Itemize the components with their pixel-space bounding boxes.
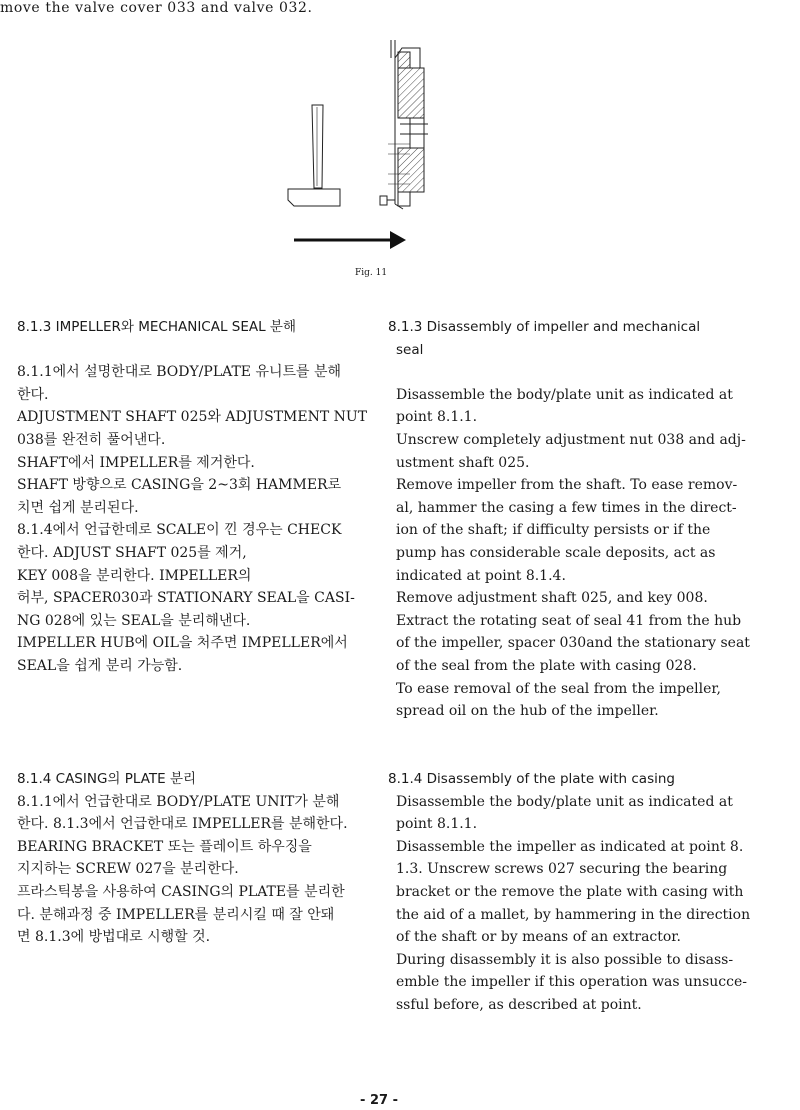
text-line: 지지하는 SCREW 027을 분리한다. xyxy=(17,861,239,878)
text-line: SHAFT 방향으로 CASING을 2~3회 HAMMER로 xyxy=(17,477,342,494)
text-line: IMPELLER HUB에 OIL을 처주면 IMPELLER에서 xyxy=(17,635,348,652)
section-heading: 8.1.3 IMPELLER와 MECHANICAL SEAL 분해 xyxy=(17,319,296,335)
text-line: spread oil on the hub of the impeller. xyxy=(396,703,659,720)
text-line: Remove impeller from the shaft. To ease remov- xyxy=(396,477,738,494)
section-heading-cont: seal xyxy=(396,341,424,358)
text-line: 038를 완전히 풀어낸다. xyxy=(17,431,166,448)
text-line: 허부, SPACER030과 STATIONARY SEAL을 CASI- xyxy=(17,590,355,607)
figure-caption: Fig. 11 xyxy=(355,268,388,278)
text-line: point 8.1.1. xyxy=(396,409,478,426)
section-heading: 8.1.3 Disassembly of impeller and mechanical xyxy=(388,319,701,335)
text-line: of the impeller, spacer 030and the stationary seat xyxy=(396,635,750,652)
text-line: 한다. 8.1.3에서 언급한대로 IMPELLER를 분해한다. xyxy=(17,816,348,833)
text-line: Unscrew completely adjustment nut 038 and adj- xyxy=(396,431,746,448)
text-line: ssful before, as described at point. xyxy=(396,996,642,1013)
text-line: 프라스틱봉을 사용하여 CASING의 PLATE를 분리한 xyxy=(17,883,345,900)
text-line: To ease removal of the seal from the impeller, xyxy=(396,680,721,697)
arrow-right-icon xyxy=(294,231,406,249)
text-line: 한다. xyxy=(17,386,49,403)
text-line: SHAFT에서 IMPELLER를 제거한다. xyxy=(17,454,255,471)
page-number: - 27 - xyxy=(360,1093,398,1108)
text-line: KEY 008을 분리한다. IMPELLER의 xyxy=(17,567,252,584)
section-8-1-4-english xyxy=(388,768,768,1017)
text-line: bracket or the remove the plate with casing with xyxy=(396,883,744,900)
section-8-1-4-korean xyxy=(17,768,377,949)
text-line: BEARING BRACKET 또는 플레이트 하우징을 xyxy=(17,838,312,855)
text-line: 한다. ADJUST SHAFT 025를 제거, xyxy=(17,544,247,561)
text-line: SEAL을 쉽게 분리 가능함. xyxy=(17,657,183,674)
text-line: Extract the rotating seat of seal 41 from the hub xyxy=(396,612,742,629)
text-line: of the seal from the plate with casing 028. xyxy=(396,657,697,674)
text-line: point 8.1.1. xyxy=(396,816,478,833)
text-line: ADJUSTMENT SHAFT 025와 ADJUSTMENT NUT xyxy=(17,409,368,426)
figure-11-drawing xyxy=(270,34,430,264)
section-8-1-3-korean xyxy=(17,316,377,678)
text-line: pump has considerable scale deposits, act as xyxy=(396,544,716,561)
section-8-1-3-english xyxy=(388,316,768,723)
text-line: 치면 쉽게 분리된다. xyxy=(17,499,139,516)
text-line: ustment shaft 025. xyxy=(396,454,530,471)
section-heading: 8.1.4 Disassembly of the plate with casing xyxy=(388,771,675,787)
text-line: Disassemble the body/plate unit as indicated at xyxy=(396,386,733,403)
text-line: 다. 분해과정 중 IMPELLER를 분리시킬 때 잘 안돼 xyxy=(17,906,335,923)
hammer-icon xyxy=(288,105,340,206)
text-line: NG 028에 있는 SEAL을 분리해낸다. xyxy=(17,612,251,629)
continued-text: move the valve cover 033 and valve 032. xyxy=(0,0,313,16)
text-line: Disassemble the impeller as indicated at point 8. xyxy=(396,838,744,855)
text-line: 1.3. Unscrew screws 027 securing the bearing xyxy=(396,861,728,878)
text-line: During disassembly it is also possible to disass- xyxy=(396,951,734,968)
text-line: Remove adjustment shaft 025, and key 008. xyxy=(396,590,708,607)
text-line: 8.1.1에서 설명한대로 BODY/PLATE 유니트를 분해 xyxy=(17,364,342,381)
text-line: al, hammer the casing a few times in the direct- xyxy=(396,499,737,516)
text-line: of the shaft or by means of an extractor. xyxy=(396,929,681,946)
text-line: Disassemble the body/plate unit as indicated at xyxy=(396,793,733,810)
text-line: 8.1.4에서 언급한데로 SCALE이 낀 경우는 CHECK xyxy=(17,522,342,539)
pump-casing-section-icon xyxy=(380,40,428,209)
text-line: 8.1.1에서 언급한대로 BODY/PLATE UNIT가 분해 xyxy=(17,793,340,810)
section-heading: 8.1.4 CASING의 PLATE 분리 xyxy=(17,771,197,787)
text-line: ion of the shaft; if difficulty persists or if the xyxy=(396,522,711,539)
text-line: the aid of a mallet, by hammering in the direction xyxy=(396,906,751,923)
text-line: indicated at point 8.1.4. xyxy=(396,567,566,584)
text-line: emble the impeller if this operation was unsucce- xyxy=(396,974,747,991)
text-line: 면 8.1.3에 방법대로 시행할 것. xyxy=(17,929,211,946)
